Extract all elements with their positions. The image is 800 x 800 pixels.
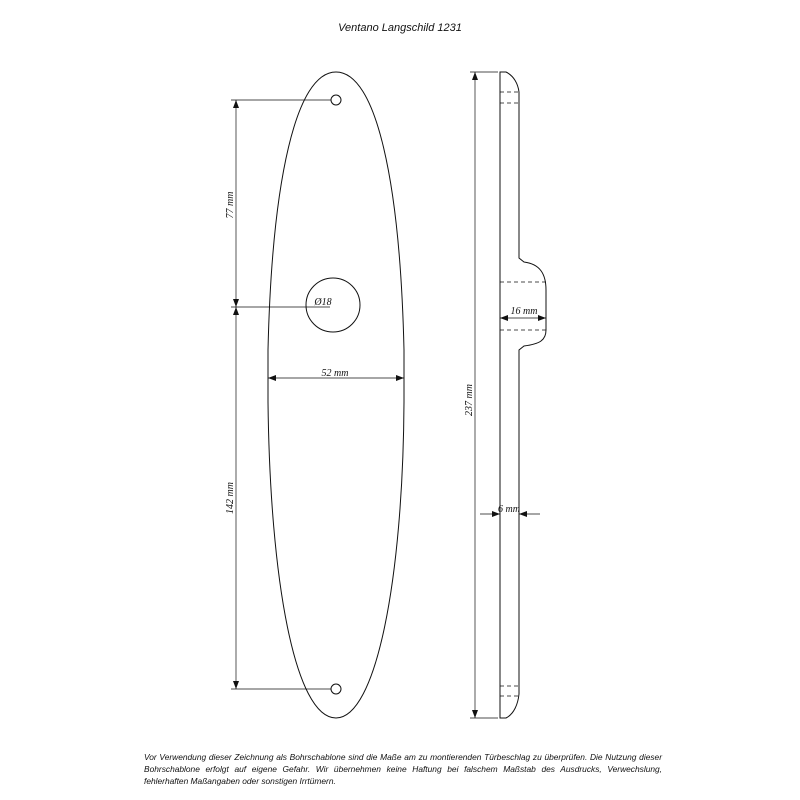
dim-label-142: 142 mm	[225, 482, 236, 514]
dim-label-6: 6 mm	[498, 504, 520, 515]
lower-screw-hole	[331, 684, 341, 694]
side-profile	[500, 72, 546, 718]
front-dimensions	[231, 100, 404, 689]
dim-label-hole: Ø18	[314, 297, 332, 308]
side-view	[500, 72, 546, 718]
dim-label-77: 77 mm	[225, 191, 236, 219]
drawing-title: Ventano Langschild 1231	[338, 22, 462, 34]
front-view	[268, 72, 404, 718]
plate-outline	[268, 72, 404, 718]
side-dimensions	[470, 72, 546, 718]
upper-screw-hole	[331, 95, 341, 105]
dim-label-16: 16 mm	[510, 306, 538, 317]
dim-label-52: 52 mm	[321, 368, 349, 379]
dim-label-237: 237 mm	[464, 384, 475, 416]
disclaimer-text: Vor Verwendung dieser Zeichnung als Bohrschablone sind die Maße am zu montierenden Türbeschlag zu überprüfen. Die Nutzung dieser Bohrschablone erfolgt auf eigene Gefahr. Wir übernehmen keine Haftung bei falschem Maßstab des Ausdrucks, Verwechslung, fehlerhaften Maßangaben oder sonstigen Irrtümern.	[144, 752, 662, 786]
